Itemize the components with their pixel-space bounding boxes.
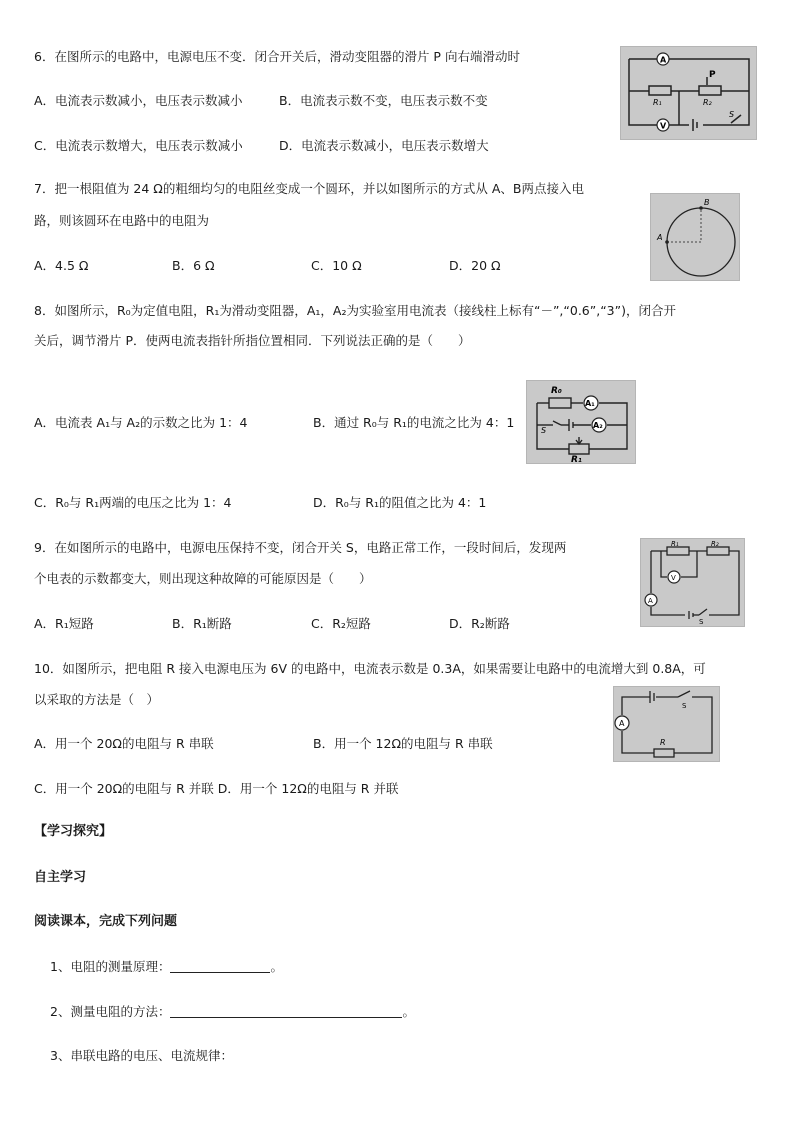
q9-voltmeter-label: V: [671, 574, 676, 582]
reading-task-heading: 阅读课本，完成下列问题: [34, 914, 178, 929]
q9-circuit-figure: [640, 538, 745, 627]
q9-r2-label: R₂: [711, 540, 719, 548]
q7-option-a: A．4.5 Ω: [34, 258, 89, 273]
q9-stem-line1: 9．在如图所示的电路中，电源电压保持不变，闭合开关 S，电路正常工作，一段时间后，发现两: [34, 540, 567, 555]
q8-option-c: C．R₀与 R₁两端的电压之比为 1：4: [34, 495, 232, 510]
q6-option-a: A．电流表示数减小，电压表示数减小: [34, 93, 243, 108]
item-2: [50, 1003, 415, 1021]
item-2-end: 。: [402, 1004, 415, 1019]
q8-switch-label: S: [541, 426, 547, 435]
q7-option-c: C．10 Ω: [311, 258, 362, 273]
q9-r1-label: R₁: [671, 540, 679, 548]
q8-stem-line2: 关后，调节滑片 P．使两电流表指针所指位置相同．下列说法正确的是（ ）: [34, 333, 471, 348]
q8-r0-label: R₀: [551, 386, 562, 396]
q6-option-b: B．电流表示数不变，电压表示数不变: [279, 93, 488, 108]
q8-r1-label: R₁: [571, 455, 582, 463]
q8-circuit-figure: [526, 380, 636, 464]
q6-switch-label: S: [729, 110, 735, 119]
q9-option-b: B．R₁断路: [172, 616, 232, 631]
item-1-end: 。: [270, 959, 283, 974]
q8-option-d: D．R₀与 R₁的阻值之比为 4：1: [313, 495, 487, 510]
q10-option-cd: C．用一个 20Ω的电阻与 R 并联 D．用一个 12Ω的电阻与 R 并联: [34, 781, 399, 796]
q6-slider-label: P: [709, 70, 716, 80]
q6-option-c: C．电流表示数增大，电压表示数减小: [34, 138, 243, 153]
q8-a2-label: A₂: [593, 421, 603, 430]
q10-resistor-label: R: [660, 738, 666, 747]
q7-stem-line2: 路，则该圆环在电路中的电阻为: [34, 213, 210, 228]
q9-stem-line2: 个电表的示数都变大，则出现这种故障的可能原因是（ ）: [34, 571, 372, 586]
q7-point-b-label: B: [704, 198, 710, 207]
q10-option-b: B．用一个 12Ω的电阻与 R 串联: [313, 736, 493, 751]
q8-option-b: B．通过 R₀与 R₁的电流之比为 4：1: [313, 415, 515, 430]
q7-point-a-label: A: [657, 233, 663, 242]
q10-switch-label: S: [682, 702, 687, 710]
self-study-heading: 自主学习: [34, 870, 87, 885]
q8-stem-line1: 8．如图所示，R₀为定值电阻，R₁为滑动变阻器，A₁，A₂为实验室用电流表（接线柱上标有“－”,“0.6”,“3”)，闭合开: [34, 303, 676, 318]
q7-option-d: D．20 Ω: [449, 258, 501, 273]
q6-r1-label: R₁: [653, 98, 662, 107]
item-2-text: 2、测量电阻的方法：: [50, 1004, 171, 1019]
q6-r2-label: R₂: [703, 98, 712, 107]
q7-option-b: B．6 Ω: [172, 258, 215, 273]
item-1-text: 1、电阻的测量原理：: [50, 959, 171, 974]
q7-ring-figure: [650, 193, 740, 281]
q8-option-a: A．电流表 A₁与 A₂的示数之比为 1：4: [34, 415, 248, 430]
q9-option-d: D．R₂断路: [449, 616, 510, 631]
q8-a1-label: A₁: [585, 399, 595, 408]
q9-option-c: C．R₂短路: [311, 616, 371, 631]
q10-circuit-figure: [613, 686, 720, 762]
item-3: 3、串联电路的电压、电流规律：: [50, 1048, 233, 1063]
q10-ammeter-label: A: [619, 719, 625, 728]
q6-circuit-figure: [620, 46, 757, 140]
q10-stem-line2: 以采取的方法是（ ）: [34, 692, 160, 707]
item-1: [50, 958, 283, 976]
q9-ammeter-label: A: [648, 597, 653, 605]
item-2-blank[interactable]: [170, 1005, 402, 1018]
q6-stem: 6．在图所示的电路中，电源电压不变．闭合开关后，滑动变阻器的滑片 P 向右端滑动时: [34, 49, 520, 64]
q6-option-d: D．电流表示数减小，电压表示数增大: [279, 138, 489, 153]
q9-option-a: A．R₁短路: [34, 616, 94, 631]
item-1-blank[interactable]: [170, 960, 270, 973]
q6-voltmeter-label: V: [660, 121, 667, 131]
q9-switch-label: S: [699, 618, 704, 626]
section-heading: 【学习探究】: [34, 824, 113, 839]
q10-stem-line1: 10．如图所示，把电阻 R 接入电源电压为 6V 的电路中，电流表示数是 0.3A，如果需要让电路中的电流增大到 0.8A，可: [34, 661, 706, 676]
q10-option-a: A．用一个 20Ω的电阻与 R 串联: [34, 736, 214, 751]
q6-ammeter-label: A: [660, 55, 667, 65]
q7-stem-line1: 7．把一根阻值为 24 Ω的粗细均匀的电阻丝变成一个圆环，并以如图所示的方式从 A、B两点接入电: [34, 181, 584, 196]
